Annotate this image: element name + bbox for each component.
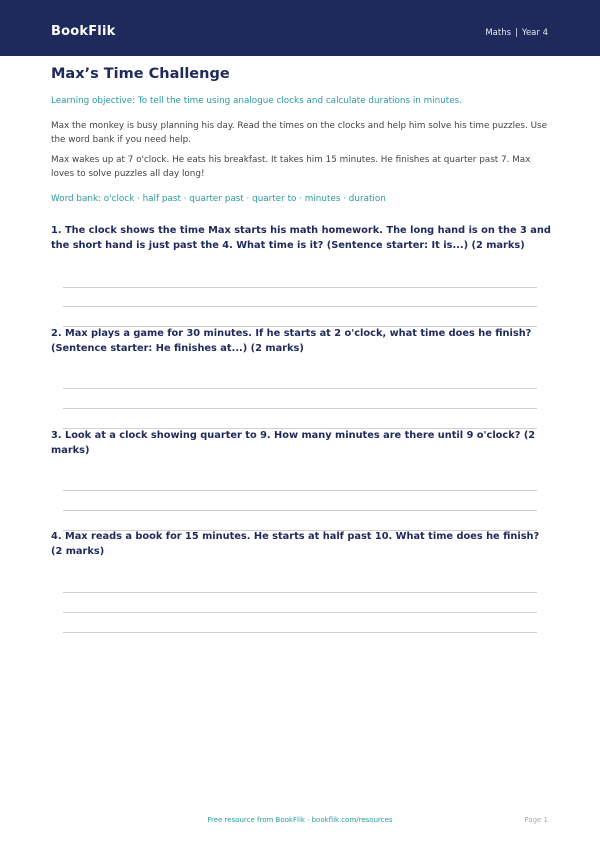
subject-label: Maths — [485, 28, 512, 38]
question-2: 2. Max plays a game for 30 minutes. If he starts at 2 o'clock, what time does he finish? (Sentence starter: He finishes at...) (2 marks) — [51, 328, 532, 354]
answer-line[interactable] — [63, 388, 537, 389]
worksheet-title: Max’s Time Challenge — [51, 66, 230, 82]
question-4: 4. Max reads a book for 15 minutes. He starts at half past 10. What time does he finish? (2 marks) — [51, 531, 540, 557]
word-bank: Word bank: o'clock · half past · quarter past · quarter to · minutes · duration — [51, 194, 386, 204]
meta-separator: | — [515, 28, 518, 38]
answer-line[interactable] — [63, 592, 537, 593]
story-paragraph: Max wakes up at 7 o'clock. He eats his breakfast. It takes him 15 minutes. He finishes at quarter past 7. Max loves to solve puzzles all day long! — [51, 155, 531, 179]
page-header — [0, 0, 600, 56]
answer-line[interactable] — [63, 632, 537, 633]
year-label: Year 4 — [521, 28, 548, 38]
page-number: Page 1 — [524, 816, 548, 824]
question-1: 1. The clock shows the time Max starts his math homework. The long hand is on the 3 and the short hand is just past the 4. What time is it? (Sentence starter: It is...) (2 marks) — [51, 225, 551, 251]
footer-credit: Free resource from BookFlik · bookflik.com/resources — [207, 816, 393, 824]
question-3: 3. Look at a clock showing quarter to 9. How many minutes are there until 9 o'clock? (2 marks) — [51, 430, 536, 456]
intro-paragraph: Max the monkey is busy planning his day. Read the times on the clocks and help him solve his time puzzles. Use the word bank if you need help. — [51, 121, 548, 145]
answer-line[interactable] — [63, 306, 537, 307]
answer-line[interactable] — [63, 510, 537, 511]
answer-line[interactable] — [63, 408, 537, 409]
answer-line[interactable] — [63, 612, 537, 613]
answer-line[interactable] — [63, 490, 537, 491]
header-meta — [485, 28, 548, 38]
answer-line[interactable] — [63, 287, 537, 288]
learning-objective: Learning objective: To tell the time using analogue clocks and calculate durations in minutes. — [51, 96, 463, 106]
brand-logo-text: BookFlik — [51, 24, 116, 39]
